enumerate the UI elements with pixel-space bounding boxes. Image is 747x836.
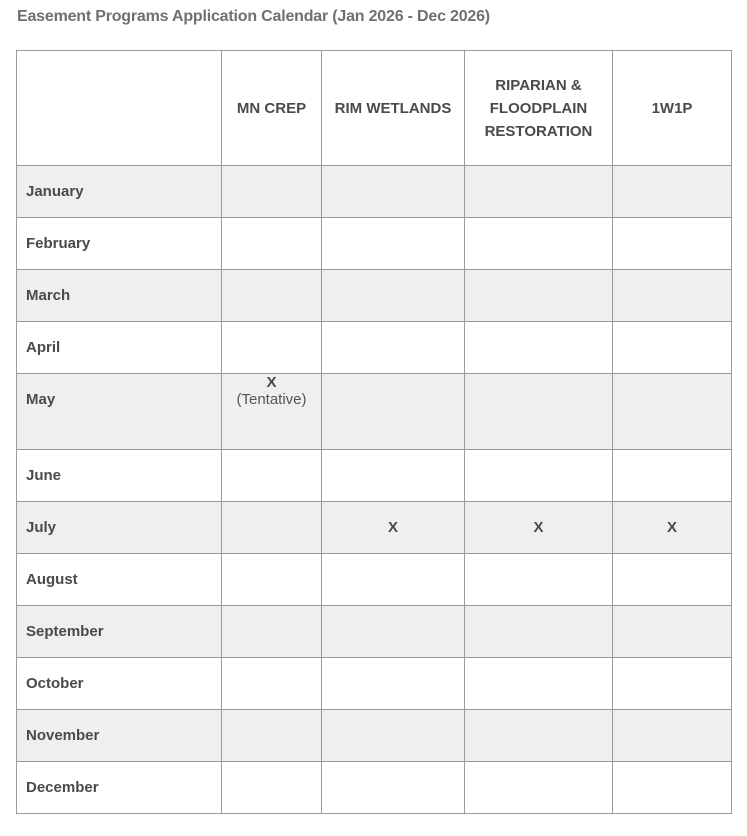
cell-mn-crep	[222, 710, 322, 762]
cell-1w1p	[613, 762, 732, 814]
cell-mn-crep	[222, 166, 322, 218]
table-row-july	[17, 502, 732, 554]
cell-riparian	[465, 658, 613, 710]
table-row-march	[17, 270, 732, 322]
cell-1w1p	[613, 502, 732, 554]
cell-riparian	[465, 270, 613, 322]
cell-1w1p	[613, 606, 732, 658]
cell-mn-crep	[222, 374, 322, 450]
application-mark: X	[387, 519, 398, 536]
cell-riparian	[465, 166, 613, 218]
cell-1w1p	[613, 450, 732, 502]
cell-1w1p	[613, 658, 732, 710]
cell-mn-crep	[222, 554, 322, 606]
cell-mn-crep	[222, 450, 322, 502]
cell-1w1p	[613, 554, 732, 606]
month-label: January	[17, 166, 222, 218]
application-mark: X	[666, 519, 677, 536]
header-line: RESTORATION	[484, 122, 593, 140]
month-label: September	[17, 606, 222, 658]
table-row-may	[17, 374, 732, 450]
month-label: April	[17, 322, 222, 374]
cell-mn-crep	[222, 218, 322, 270]
cell-mn-crep	[222, 658, 322, 710]
cell-rim-wetlands	[322, 762, 465, 814]
table-row-december	[17, 762, 732, 814]
cell-1w1p	[613, 270, 732, 322]
column-header-1w1p: 1W1P	[613, 51, 732, 166]
cell-rim-wetlands	[322, 658, 465, 710]
table-row-june	[17, 450, 732, 502]
cell-riparian	[465, 218, 613, 270]
table-row-august	[17, 554, 732, 606]
application-mark: X	[266, 374, 277, 391]
month-label: October	[17, 658, 222, 710]
cell-rim-wetlands	[322, 270, 465, 322]
cell-riparian	[465, 502, 613, 554]
cell-1w1p	[613, 374, 732, 450]
header-line: FLOODPLAIN	[489, 99, 588, 117]
cell-mn-crep	[222, 606, 322, 658]
cell-rim-wetlands	[322, 502, 465, 554]
month-label: February	[17, 218, 222, 270]
table-row-november	[17, 710, 732, 762]
month-label: May	[17, 374, 222, 450]
cell-rim-wetlands	[322, 218, 465, 270]
tentative-note: (Tentative)	[236, 391, 307, 408]
month-label: June	[17, 450, 222, 502]
header-corner-cell	[17, 51, 222, 166]
column-header-mn-crep: MN CREP	[222, 51, 322, 166]
month-label: July	[17, 502, 222, 554]
cell-riparian	[465, 374, 613, 450]
cell-riparian	[465, 450, 613, 502]
application-mark: X	[533, 519, 544, 536]
header-line: RIPARIAN &	[495, 76, 582, 94]
cell-riparian	[465, 606, 613, 658]
cell-rim-wetlands	[322, 374, 465, 450]
cell-riparian	[465, 322, 613, 374]
cell-1w1p	[613, 710, 732, 762]
cell-rim-wetlands	[322, 606, 465, 658]
cell-riparian	[465, 710, 613, 762]
cell-mn-crep	[222, 502, 322, 554]
cell-rim-wetlands	[322, 554, 465, 606]
table-row-september	[17, 606, 732, 658]
cell-riparian	[465, 762, 613, 814]
cell-rim-wetlands	[322, 166, 465, 218]
cell-1w1p	[613, 322, 732, 374]
cell-mn-crep	[222, 322, 322, 374]
month-label: December	[17, 762, 222, 814]
column-header-rim-wetlands: RIM WETLANDS	[322, 51, 465, 166]
cell-mn-crep	[222, 762, 322, 814]
cell-1w1p	[613, 166, 732, 218]
cell-rim-wetlands	[322, 450, 465, 502]
column-header-riparian-floodplain-restoration	[465, 51, 613, 166]
application-calendar-table	[16, 50, 732, 814]
table-caption: Easement Programs Application Calendar (Jan 2026 - Dec 2026)	[17, 8, 490, 25]
table-row-february	[17, 218, 732, 270]
table-row-april	[17, 322, 732, 374]
cell-riparian	[465, 554, 613, 606]
cell-rim-wetlands	[322, 322, 465, 374]
cell-mn-crep	[222, 270, 322, 322]
cell-rim-wetlands	[322, 710, 465, 762]
table-row-january	[17, 166, 732, 218]
month-label: August	[17, 554, 222, 606]
month-label: November	[17, 710, 222, 762]
header-row	[17, 51, 732, 166]
table-row-october	[17, 658, 732, 710]
month-label: March	[17, 270, 222, 322]
cell-1w1p	[613, 218, 732, 270]
